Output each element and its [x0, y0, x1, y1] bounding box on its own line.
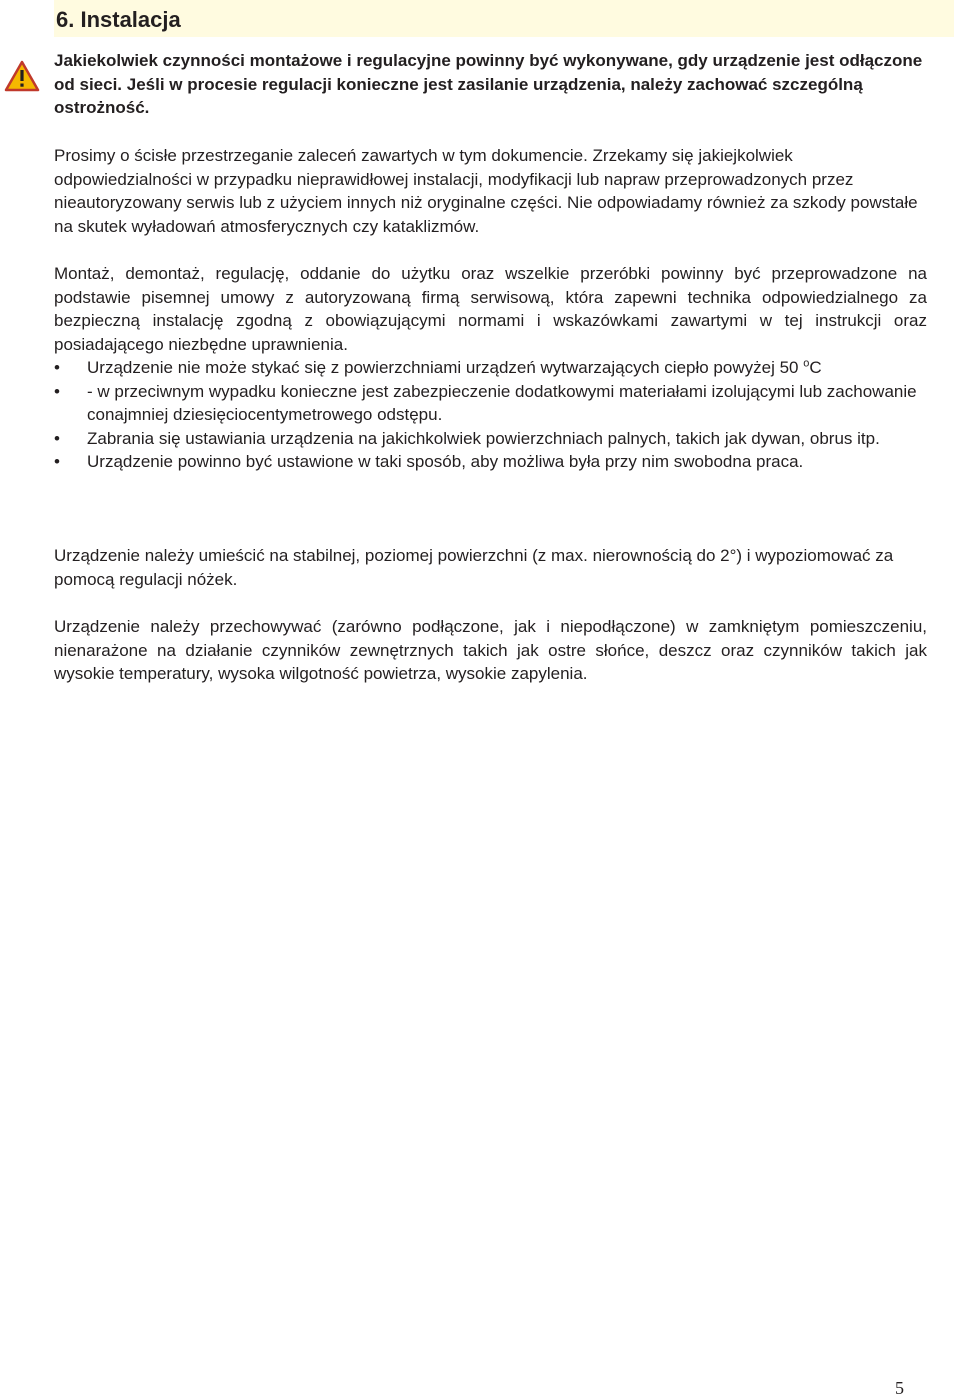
page-number: 5: [895, 1378, 904, 1398]
bullet-marker: •: [54, 381, 60, 401]
bullet-marker: •: [54, 428, 60, 448]
degree-superscript: o: [803, 357, 810, 370]
liability-paragraph: Prosimy o ścisłe przestrzeganie zaleceń zawartych w tym dokumencie. Zrzekamy się jakiejkolwiek odpowiedzialności w przypadku nieprawidłowej instalacji, modyfikacji lub napraw przeprowadzonych przez nieautoryzowany serwis lub z użyciem innych niż oryginalne części. Nie odpowiadamy również za szkody powstałe na skutek wyładowań atmosferycznych czy kataklizmów.: [54, 146, 918, 236]
bullet-marker: •: [54, 358, 60, 377]
warning-triangle-icon: [4, 60, 40, 92]
safety-bullet-list: [54, 356, 927, 474]
bullet-text: - w przeciwnym wypadku konieczne jest zabezpieczenie dodatkowymi materiałami izolującymi lub zachowanie conajmniej dziesięciocentymetrowego odstępu.: [87, 381, 917, 424]
warning-text: Jakiekolwiek czynności montażowe i regulacyjne powinny być wykonywane, gdy urządzenie jest odłączone od sieci. Jeśli w procesie regulacji konieczne jest zasilanie urządzenia, należy zachować szczególną ostrożność.: [54, 51, 923, 117]
bullet-text: Zabrania się ustawiania urządzenia na jakichkolwiek powierzchniach palnych, takich jak dywan, obrus itp.: [87, 428, 880, 448]
bullet-text: Urządzenie powinno być ustawione w taki sposób, aby możliwa była przy nim swobodna praca.: [87, 452, 804, 471]
leveling-paragraph: Urządzenie należy umieścić na stabilnej, poziomej powierzchni (z max. nierownością do 2°) i wypoziomować za pomocą regulacji nóżek.: [54, 546, 894, 589]
section-header-bar: [54, 0, 954, 37]
bullet-text: Urządzenie nie może stykać się z powierzchniami urządzeń wytwarzających ciepło powyżej 50: [87, 358, 804, 377]
list-item: [54, 380, 927, 427]
temperature-unit: C: [809, 358, 822, 377]
list-item: [54, 427, 927, 451]
storage-paragraph: Urządzenie należy przechowywać (zarówno podłączone, jak i niepodłączone) w zamkniętym pomieszczeniu, nienarażone na działanie czynników zewnętrznych takich jak ostre słońce, deszcz oraz czynników takich jak wysokie temperatury, wysoka wilgotność powietrza, wysokie zapylenia.: [54, 617, 927, 683]
installation-contract-paragraph: Montaż, demontaż, regulację, oddanie do użytku oraz wszelkie przeróbki powinny być przeprowadzone na podstawie pisemnej umowy z autoryzowaną firmą serwisową, która zapewni technika odpowiedzialnego za bezpieczną instalację zgodną z obowiązującymi normami i wskazówkami zawartymi w tej instrukcji oraz posiadającego niezbędne uprawnienia.: [54, 264, 927, 354]
list-item: [54, 356, 927, 380]
section-title: 6. Instalacja: [56, 7, 181, 32]
bullet-marker: •: [54, 452, 60, 471]
list-item: [54, 450, 927, 474]
